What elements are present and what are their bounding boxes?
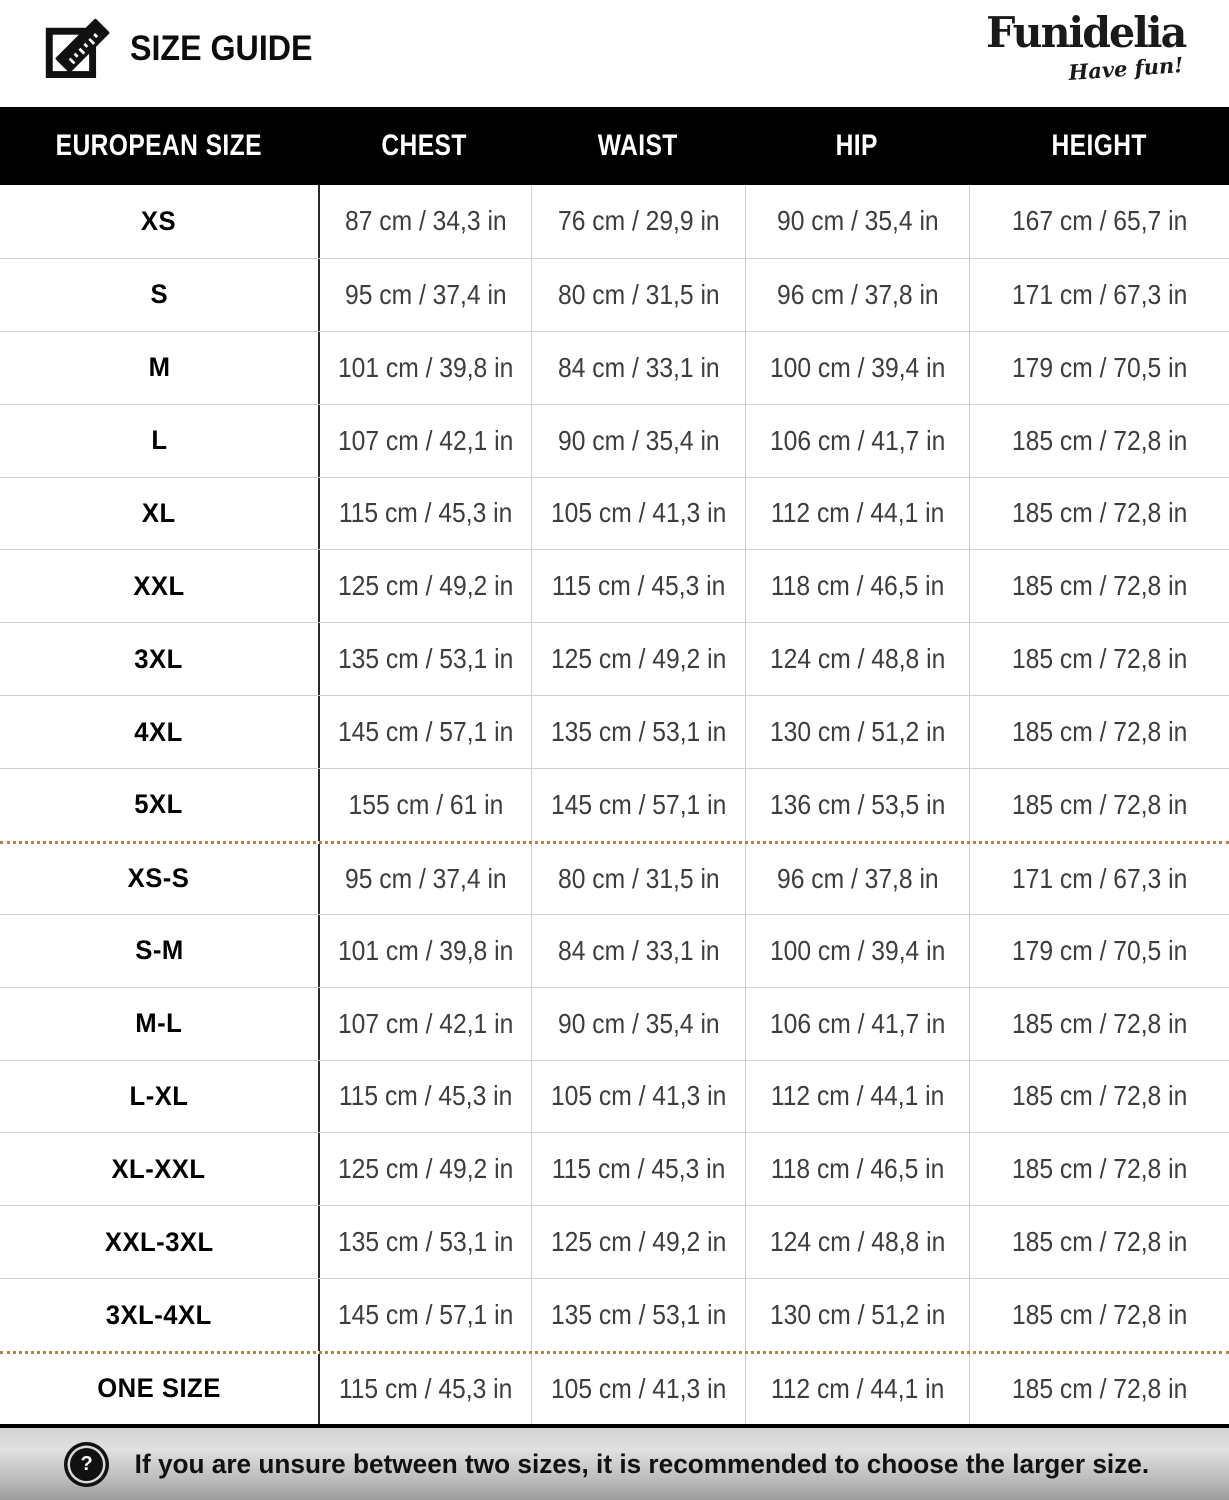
hip-value: 112 cm / 44,1 in bbox=[770, 497, 945, 529]
table-row bbox=[0, 1132, 1229, 1205]
size-label: M bbox=[148, 352, 170, 383]
waist-value: 145 cm / 57,1 in bbox=[550, 788, 727, 820]
waist-value: 135 cm / 53,1 in bbox=[550, 716, 727, 748]
size-label: XS bbox=[141, 205, 177, 236]
waist-value-cell bbox=[531, 259, 745, 331]
chest-value-cell bbox=[318, 769, 531, 841]
table-row bbox=[0, 1060, 1229, 1133]
size-label: L-XL bbox=[129, 1080, 189, 1111]
height-value: 185 cm / 72,8 in bbox=[1011, 1226, 1188, 1258]
size-label-cell bbox=[0, 696, 318, 768]
hip-value-cell bbox=[745, 1061, 969, 1133]
waist-value: 105 cm / 41,3 in bbox=[550, 1080, 727, 1112]
chest-value: 155 cm / 61 in bbox=[348, 788, 503, 820]
hip-value-cell bbox=[745, 478, 969, 550]
height-value: 185 cm / 72,8 in bbox=[1011, 497, 1188, 529]
waist-value-cell bbox=[531, 1279, 745, 1351]
table-row bbox=[0, 914, 1229, 987]
hip-value: 130 cm / 51,2 in bbox=[769, 716, 946, 748]
hip-value: 90 cm / 35,4 in bbox=[776, 205, 939, 237]
chest-value-cell bbox=[318, 1354, 531, 1424]
table-row bbox=[0, 1205, 1229, 1278]
waist-value: 105 cm / 41,3 in bbox=[550, 497, 727, 529]
waist-value: 76 cm / 29,9 in bbox=[557, 205, 720, 237]
waist-value-cell bbox=[531, 478, 745, 550]
height-value-cell bbox=[969, 550, 1229, 622]
height-value-cell bbox=[969, 332, 1229, 404]
header-height bbox=[969, 129, 1229, 163]
header-label: WAIST bbox=[598, 129, 678, 162]
size-label: S-M bbox=[134, 935, 184, 966]
hip-value-cell bbox=[745, 185, 969, 258]
height-value-cell bbox=[969, 259, 1229, 331]
waist-value-cell bbox=[531, 405, 745, 477]
chest-value-cell bbox=[318, 550, 531, 622]
waist-value-cell bbox=[531, 1354, 745, 1424]
hip-value-cell bbox=[745, 915, 969, 987]
height-value-cell bbox=[969, 915, 1229, 987]
height-value: 179 cm / 70,5 in bbox=[1011, 934, 1188, 966]
height-value-cell bbox=[969, 478, 1229, 550]
size-label-cell bbox=[0, 185, 318, 258]
waist-value-cell bbox=[531, 844, 745, 914]
height-value: 185 cm / 72,8 in bbox=[1011, 1007, 1188, 1039]
waist-value-cell bbox=[531, 332, 745, 404]
chest-value: 101 cm / 39,8 in bbox=[337, 351, 514, 383]
height-value-cell bbox=[969, 405, 1229, 477]
chest-value: 95 cm / 37,4 in bbox=[344, 862, 507, 894]
table-row bbox=[0, 404, 1229, 477]
height-value-cell bbox=[969, 1206, 1229, 1278]
header-hip bbox=[745, 129, 969, 163]
page-header bbox=[0, 0, 1229, 107]
height-value: 185 cm / 72,8 in bbox=[1011, 788, 1188, 820]
chest-value: 115 cm / 45,3 in bbox=[338, 1080, 513, 1112]
height-value: 185 cm / 72,8 in bbox=[1011, 570, 1188, 602]
height-value-cell bbox=[969, 185, 1229, 258]
size-label: XXL bbox=[133, 570, 185, 601]
waist-value: 105 cm / 41,3 in bbox=[550, 1372, 727, 1404]
size-label: 5XL bbox=[134, 789, 184, 820]
table-header-row bbox=[0, 107, 1229, 185]
hip-value-cell bbox=[745, 696, 969, 768]
waist-value: 80 cm / 31,5 in bbox=[557, 278, 720, 310]
table-row bbox=[0, 549, 1229, 622]
height-value-cell bbox=[969, 769, 1229, 841]
height-value: 171 cm / 67,3 in bbox=[1011, 278, 1188, 310]
height-value: 185 cm / 72,8 in bbox=[1011, 1153, 1188, 1185]
page-title: SIZE GUIDE bbox=[130, 29, 313, 68]
height-value: 185 cm / 72,8 in bbox=[1011, 716, 1188, 748]
height-value: 171 cm / 67,3 in bbox=[1011, 862, 1188, 894]
height-value: 185 cm / 72,8 in bbox=[1011, 1299, 1188, 1331]
table-row bbox=[0, 695, 1229, 768]
waist-value: 135 cm / 53,1 in bbox=[550, 1299, 727, 1331]
hip-value: 136 cm / 53,5 in bbox=[769, 788, 946, 820]
title-group bbox=[38, 10, 328, 88]
hip-value: 124 cm / 48,8 in bbox=[769, 643, 946, 675]
chest-value: 125 cm / 49,2 in bbox=[337, 1153, 514, 1185]
chest-value-cell bbox=[318, 696, 531, 768]
hip-value-cell bbox=[745, 550, 969, 622]
size-label: XL-XXL bbox=[111, 1153, 207, 1184]
waist-value-cell bbox=[531, 185, 745, 258]
height-value-cell bbox=[969, 623, 1229, 695]
chest-value-cell bbox=[318, 844, 531, 914]
waist-value-cell bbox=[531, 1206, 745, 1278]
waist-value-cell bbox=[531, 1133, 745, 1205]
size-label: XXL-3XL bbox=[104, 1226, 214, 1257]
hip-value-cell bbox=[745, 769, 969, 841]
chest-value: 101 cm / 39,8 in bbox=[337, 934, 514, 966]
size-label: XS-S bbox=[128, 863, 190, 894]
hip-value: 112 cm / 44,1 in bbox=[770, 1372, 945, 1404]
ruler-icon bbox=[38, 10, 116, 88]
table-row bbox=[0, 1278, 1229, 1351]
chest-value-cell bbox=[318, 1206, 531, 1278]
size-label-cell bbox=[0, 259, 318, 331]
size-label: 3XL bbox=[134, 643, 184, 674]
waist-value-cell bbox=[531, 769, 745, 841]
height-value: 185 cm / 72,8 in bbox=[1011, 643, 1188, 675]
question-mark-icon: ? bbox=[70, 1448, 103, 1481]
table-row bbox=[0, 185, 1229, 258]
hip-value-cell bbox=[745, 1354, 969, 1424]
waist-value: 84 cm / 33,1 in bbox=[557, 351, 720, 383]
height-value: 185 cm / 72,8 in bbox=[1011, 1372, 1188, 1404]
size-label: S bbox=[150, 279, 168, 310]
height-value-cell bbox=[969, 988, 1229, 1060]
size-label: L bbox=[150, 425, 168, 456]
hip-value-cell bbox=[745, 988, 969, 1060]
size-label-cell bbox=[0, 1206, 318, 1278]
height-value: 167 cm / 65,7 in bbox=[1011, 205, 1188, 237]
chest-value-cell bbox=[318, 332, 531, 404]
hip-value-cell bbox=[745, 332, 969, 404]
size-label-cell bbox=[0, 550, 318, 622]
chest-value: 87 cm / 34,3 in bbox=[344, 205, 507, 237]
header-label: CHEST bbox=[381, 129, 468, 162]
chest-value-cell bbox=[318, 259, 531, 331]
hip-value: 124 cm / 48,8 in bbox=[769, 1226, 946, 1258]
hip-value: 118 cm / 46,5 in bbox=[770, 1153, 945, 1185]
size-label-cell bbox=[0, 769, 318, 841]
chest-value-cell bbox=[318, 478, 531, 550]
waist-value: 80 cm / 31,5 in bbox=[557, 862, 720, 894]
hip-value: 106 cm / 41,7 in bbox=[769, 424, 946, 456]
header-label: EUROPEAN SIZE bbox=[55, 129, 263, 162]
chest-value: 95 cm / 37,4 in bbox=[344, 278, 507, 310]
footer-note-text: If you are unsure between two sizes, it is recommended to choose the larger size. bbox=[134, 1448, 1150, 1479]
waist-value: 90 cm / 35,4 in bbox=[557, 1007, 720, 1039]
height-value-cell bbox=[969, 1061, 1229, 1133]
chest-value: 145 cm / 57,1 in bbox=[337, 716, 514, 748]
chest-value-cell bbox=[318, 988, 531, 1060]
table-row bbox=[0, 768, 1229, 841]
size-label-cell bbox=[0, 915, 318, 987]
table-body bbox=[0, 185, 1229, 1424]
header-waist bbox=[531, 129, 745, 163]
size-label-cell bbox=[0, 988, 318, 1060]
waist-value-cell bbox=[531, 915, 745, 987]
height-value-cell bbox=[969, 844, 1229, 914]
brand-tagline: Have fun! bbox=[1067, 52, 1184, 86]
chest-value: 115 cm / 45,3 in bbox=[338, 1372, 513, 1404]
header-chest bbox=[318, 129, 531, 163]
hip-value: 100 cm / 39,4 in bbox=[769, 934, 946, 966]
size-label-cell bbox=[0, 1354, 318, 1424]
chest-value-cell bbox=[318, 185, 531, 258]
size-label-cell bbox=[0, 844, 318, 914]
table-row bbox=[0, 622, 1229, 695]
header-label: HEIGHT bbox=[1051, 129, 1147, 162]
height-value-cell bbox=[969, 696, 1229, 768]
chest-value: 135 cm / 53,1 in bbox=[337, 643, 514, 675]
table-row bbox=[0, 258, 1229, 331]
hip-value-cell bbox=[745, 1133, 969, 1205]
size-label-cell bbox=[0, 623, 318, 695]
waist-value: 84 cm / 33,1 in bbox=[557, 934, 720, 966]
hip-value: 106 cm / 41,7 in bbox=[769, 1007, 946, 1039]
hip-value-cell bbox=[745, 623, 969, 695]
chest-value-cell bbox=[318, 915, 531, 987]
waist-value: 125 cm / 49,2 in bbox=[550, 643, 727, 675]
table-row bbox=[0, 987, 1229, 1060]
chest-value-cell bbox=[318, 1133, 531, 1205]
hip-value-cell bbox=[745, 1279, 969, 1351]
table-row bbox=[0, 477, 1229, 550]
header-european-size bbox=[0, 129, 318, 163]
size-label: M-L bbox=[135, 1008, 183, 1039]
table-row bbox=[0, 841, 1229, 914]
hip-value-cell bbox=[745, 844, 969, 914]
hip-value: 100 cm / 39,4 in bbox=[769, 351, 946, 383]
table-row bbox=[0, 1351, 1229, 1424]
chest-value: 145 cm / 57,1 in bbox=[337, 1299, 514, 1331]
brand-name: Funidelia bbox=[985, 8, 1185, 57]
hip-value-cell bbox=[745, 259, 969, 331]
waist-value-cell bbox=[531, 623, 745, 695]
waist-value: 90 cm / 35,4 in bbox=[557, 424, 720, 456]
chest-value: 107 cm / 42,1 in bbox=[337, 424, 514, 456]
chest-value: 135 cm / 53,1 in bbox=[337, 1226, 514, 1258]
size-label-cell bbox=[0, 478, 318, 550]
hip-value: 112 cm / 44,1 in bbox=[770, 1080, 945, 1112]
height-value-cell bbox=[969, 1279, 1229, 1351]
size-label: 4XL bbox=[134, 716, 184, 747]
waist-value: 125 cm / 49,2 in bbox=[550, 1226, 727, 1258]
footer-note-bar bbox=[0, 1424, 1229, 1500]
size-label: ONE SIZE bbox=[97, 1373, 221, 1404]
height-value-cell bbox=[969, 1354, 1229, 1424]
height-value: 179 cm / 70,5 in bbox=[1011, 351, 1188, 383]
hip-value: 96 cm / 37,8 in bbox=[776, 862, 939, 894]
hip-value-cell bbox=[745, 405, 969, 477]
chest-value: 107 cm / 42,1 in bbox=[337, 1007, 514, 1039]
chest-value-cell bbox=[318, 1061, 531, 1133]
chest-value: 115 cm / 45,3 in bbox=[338, 497, 513, 529]
chest-value-cell bbox=[318, 405, 531, 477]
waist-value-cell bbox=[531, 1061, 745, 1133]
hip-value: 96 cm / 37,8 in bbox=[776, 278, 939, 310]
waist-value: 115 cm / 45,3 in bbox=[551, 570, 726, 602]
size-label-cell bbox=[0, 405, 318, 477]
size-label: XL bbox=[142, 497, 176, 528]
table-row bbox=[0, 331, 1229, 404]
height-value: 185 cm / 72,8 in bbox=[1011, 424, 1188, 456]
chest-value-cell bbox=[318, 1279, 531, 1351]
size-label-cell bbox=[0, 1061, 318, 1133]
waist-value-cell bbox=[531, 550, 745, 622]
waist-value: 115 cm / 45,3 in bbox=[551, 1153, 726, 1185]
hip-value: 118 cm / 46,5 in bbox=[770, 570, 945, 602]
hip-value: 130 cm / 51,2 in bbox=[769, 1299, 946, 1331]
waist-value-cell bbox=[531, 988, 745, 1060]
chest-value: 125 cm / 49,2 in bbox=[337, 570, 514, 602]
height-value-cell bbox=[969, 1133, 1229, 1205]
waist-value-cell bbox=[531, 696, 745, 768]
chest-value-cell bbox=[318, 623, 531, 695]
brand-logo bbox=[982, 8, 1185, 86]
size-label-cell bbox=[0, 1133, 318, 1205]
size-label: 3XL-4XL bbox=[106, 1299, 212, 1330]
size-label-cell bbox=[0, 1279, 318, 1351]
size-label-cell bbox=[0, 332, 318, 404]
header-label: HIP bbox=[835, 129, 879, 162]
height-value: 185 cm / 72,8 in bbox=[1011, 1080, 1188, 1112]
hip-value-cell bbox=[745, 1206, 969, 1278]
